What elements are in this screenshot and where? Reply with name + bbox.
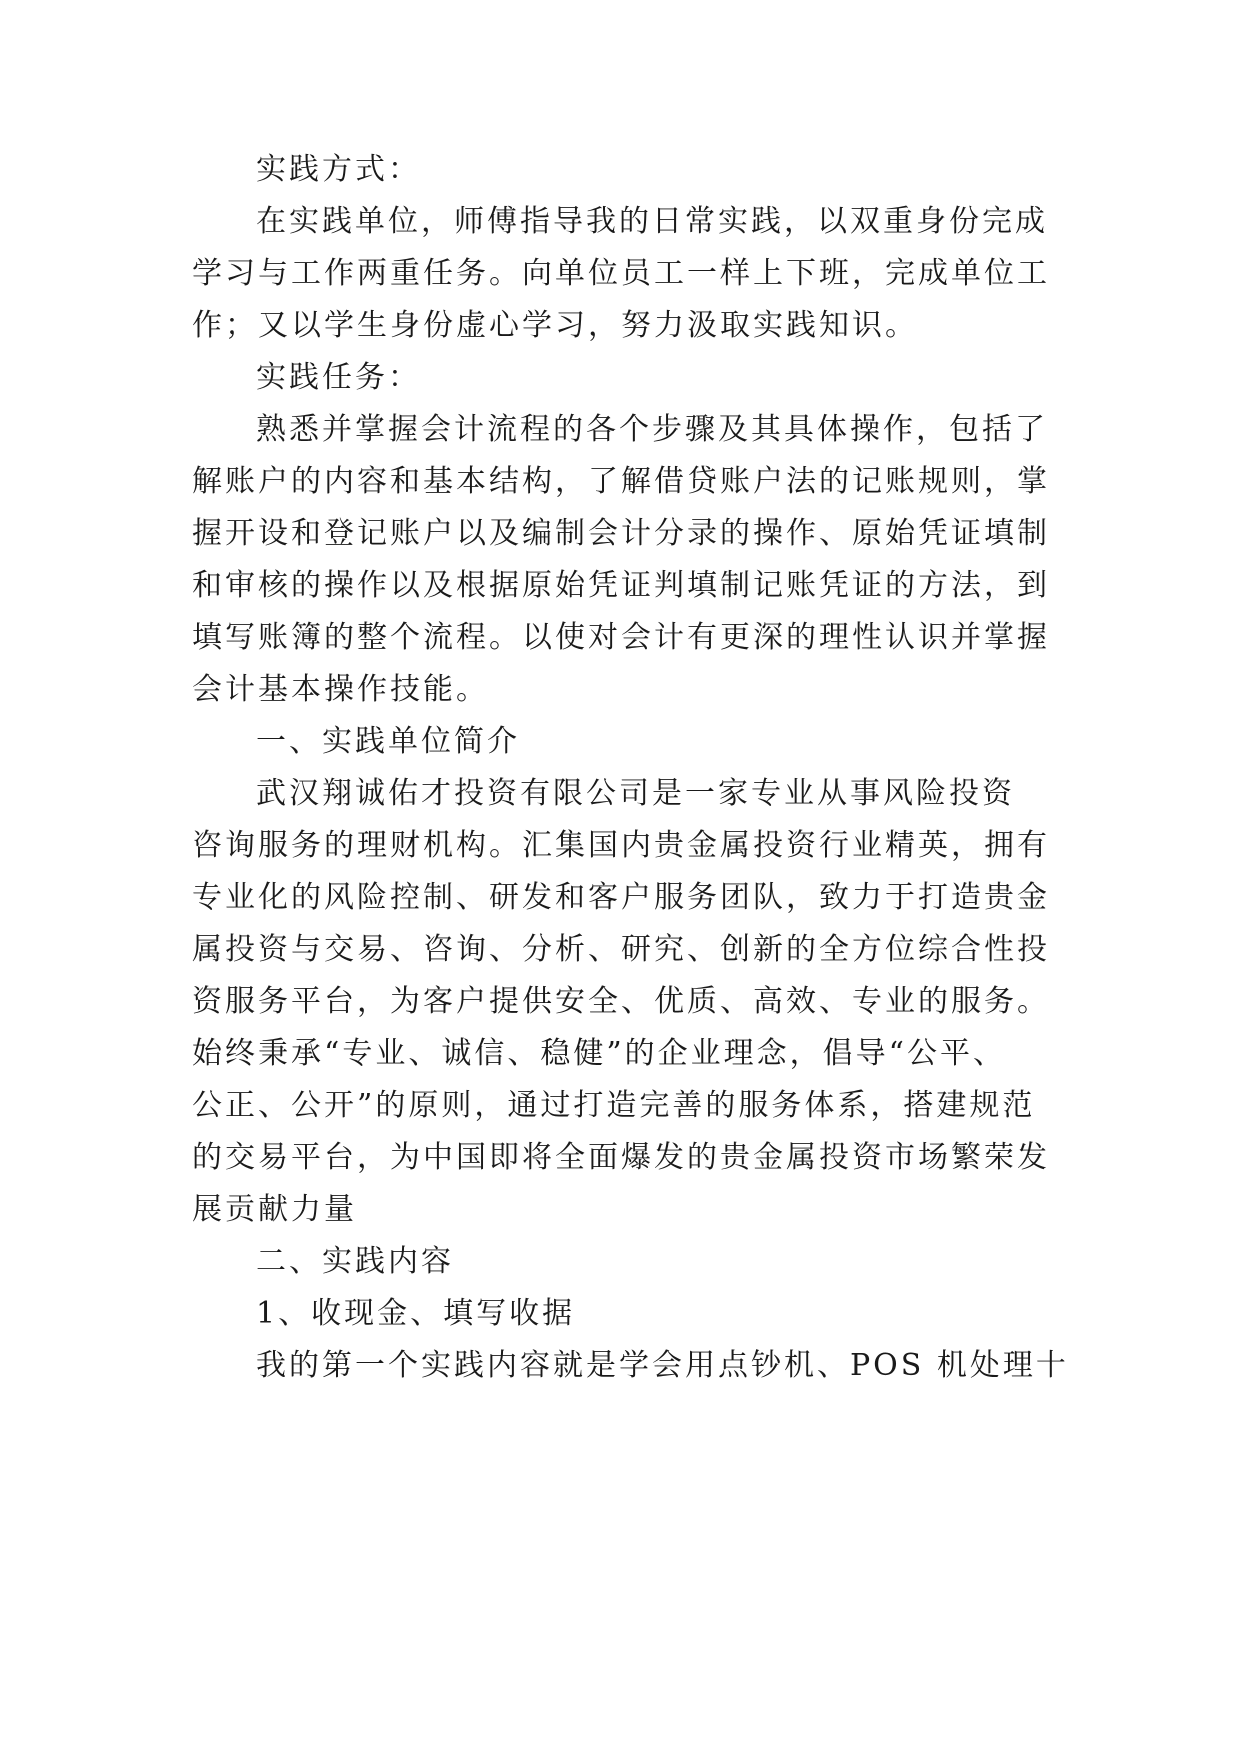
- heading-practice-task: 实践任务：: [256, 360, 421, 395]
- paragraph-line: 填写账簿的整个流程。以使对会计有更深的理性认识并掌握: [192, 620, 1050, 655]
- paragraph-line: 展贡献力量: [192, 1192, 357, 1227]
- paragraph-line: 会计基本操作技能。: [192, 672, 489, 707]
- paragraph-line: 解账户的内容和基本结构，了解借贷账户法的记账规则，掌: [192, 464, 1050, 499]
- heading-practice-method: 实践方式：: [256, 152, 421, 187]
- paragraph-line: 的交易平台，为中国即将全面爆发的贵金属投资市场繁荣发: [192, 1140, 1050, 1175]
- paragraph-line: 专业化的风险控制、研发和客户服务团队，致力于打造贵金: [192, 880, 1050, 915]
- paragraph-line: 作；又以学生身份虚心学习，努力汲取实践知识。: [192, 308, 918, 343]
- paragraph-line: 武汉翔诚佑才投资有限公司是一家专业从事风险投资: [256, 776, 1015, 811]
- paragraph-line: 熟悉并掌握会计流程的各个步骤及其具体操作，包括了: [256, 412, 1048, 447]
- paragraph-line: 公正、公开”的原则，通过打造完善的服务体系，搭建规范: [192, 1088, 1036, 1123]
- paragraph-line: 学习与工作两重任务。向单位员工一样上下班，完成单位工: [192, 256, 1050, 291]
- paragraph-line: 我的第一个实践内容就是学会用点钞机、POS 机处理十: [256, 1348, 1069, 1383]
- paragraph-line: 属投资与交易、咨询、分析、研究、创新的全方位综合性投: [192, 932, 1050, 967]
- subsection-heading: 1、收现金、填写收据: [256, 1296, 576, 1331]
- paragraph-line: 始终秉承“专业、诚信、稳健”的企业理念，倡导“公平、: [192, 1036, 1007, 1071]
- section-heading-unit-intro: 一、实践单位简介: [256, 724, 520, 759]
- paragraph-line: 咨询服务的理财机构。汇集国内贵金属投资行业精英，拥有: [192, 828, 1050, 863]
- paragraph-line: 和审核的操作以及根据原始凭证判填制记账凭证的方法，到: [192, 568, 1050, 603]
- paragraph-line: 握开设和登记账户以及编制会计分录的操作、原始凭证填制: [192, 516, 1050, 551]
- paragraph-line: 资服务平台，为客户提供安全、优质、高效、专业的服务。: [192, 984, 1050, 1019]
- paragraph-line: 在实践单位，师傅指导我的日常实践，以双重身份完成: [256, 204, 1048, 239]
- section-heading-practice-content: 二、实践内容: [256, 1244, 454, 1279]
